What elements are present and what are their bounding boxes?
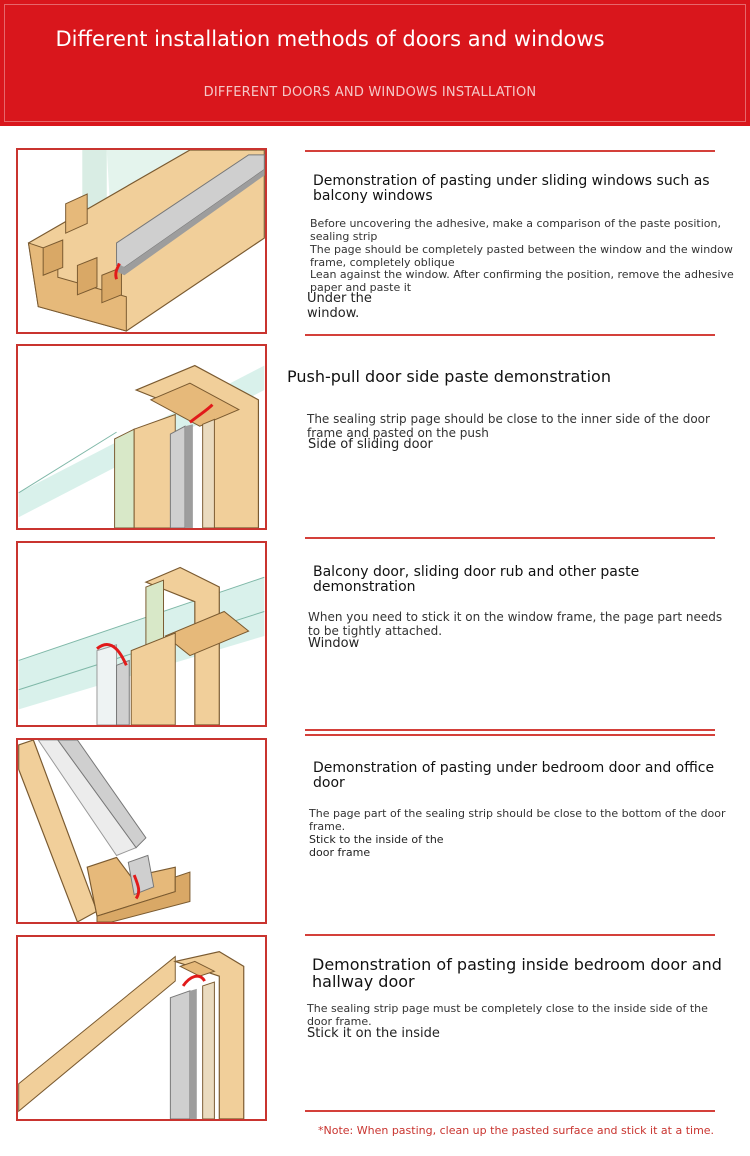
section-3-title: Balcony door, sliding door rub and other paste demonstration (313, 564, 640, 595)
section-3-bottom-rule (305, 729, 715, 731)
hallway-door-icon (18, 937, 265, 1119)
section-2-line-1: The sealing strip page should be close to the inner side of the door frame and pasted on the push (307, 412, 710, 440)
section-1-extra: Under the window. (307, 291, 372, 321)
header-border (4, 4, 746, 122)
section-4-top-rule (305, 734, 715, 736)
balcony-door-illustration (16, 541, 267, 727)
section-5-title: Demonstration of pasting inside bedroom door and hallway door (312, 955, 722, 991)
section-1-line-2: The page should be completely pasted between the window and the window frame, completely oblique (310, 243, 733, 269)
section-1-top-rule (305, 150, 715, 152)
section-1-line-1: Before uncovering the adhesive, make a comparison of the paste position, sealing strip (310, 217, 721, 243)
header-banner (0, 0, 750, 126)
bedroom-door-illustration (16, 738, 267, 924)
section-2-title: Push-pull door side paste demonstration (287, 367, 611, 386)
door-side-illustration (16, 344, 267, 530)
section-4-extra: Stick to the inside of the door frame (309, 833, 444, 859)
section-1-line-3: Lean against the window. After confirming the position, remove the adhesive paper and paste it (310, 268, 734, 294)
section-3-top-rule (305, 537, 715, 539)
section-4-line-1: The page part of the sealing strip should be close to the bottom of the door frame. (309, 807, 726, 833)
section-2-extra: Side of sliding door (308, 437, 433, 452)
section-5-bottom-rule (305, 1110, 715, 1112)
page-subtitle: DIFFERENT DOORS AND WINDOWS INSTALLATION (203, 85, 537, 100)
bedroom-door-icon (18, 740, 265, 922)
balcony-door-icon (18, 543, 265, 725)
section-4-bottom-rule (305, 934, 715, 936)
hallway-door-illustration (16, 935, 267, 1121)
section-1-bottom-rule (305, 334, 715, 336)
door-side-icon (18, 346, 265, 528)
section-5-extra: Stick it on the inside (307, 1026, 440, 1041)
section-1-title: Demonstration of pasting under sliding windows such as balcony windows (313, 173, 710, 204)
section-3-line-1: When you need to stick it on the window frame, the page part needs to be tightly attached. (308, 610, 723, 638)
section-4-title: Demonstration of pasting under bedroom door and office door (313, 760, 715, 791)
page-title: Different installation methods of doors and windows (55, 27, 605, 51)
section-3-extra: Window (308, 636, 360, 651)
section-5-line-1: The sealing strip page must be completely close to the inside side of the door frame. (307, 1002, 708, 1028)
footer-note: *Note: When pasting, clean up the pasted surface and stick it at a time. (318, 1124, 715, 1137)
window-frame-icon (18, 150, 265, 332)
window-frame-illustration (16, 148, 267, 334)
